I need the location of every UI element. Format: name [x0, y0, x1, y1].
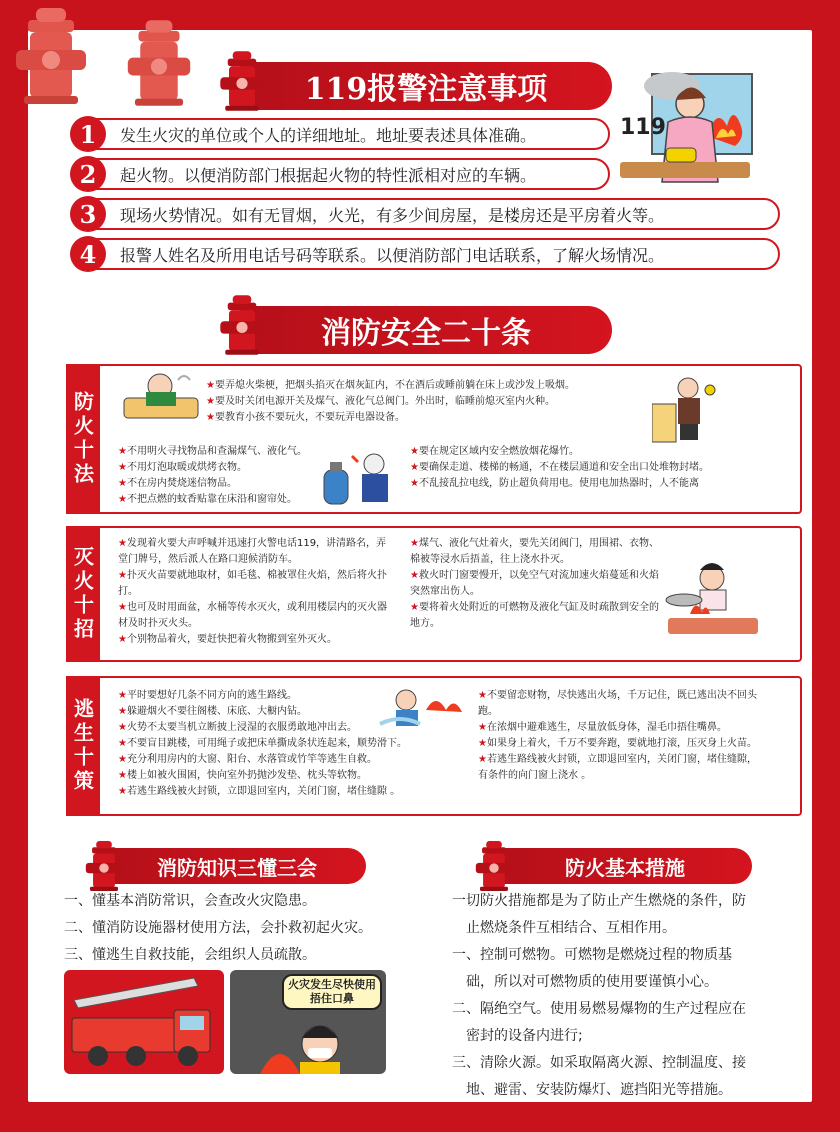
measures-line: 三、清除火源。如采取隔离火源、控制温度、接	[452, 1055, 746, 1071]
measures-line: 础，所以对可燃物质的使用要谨慎小心。	[466, 974, 718, 990]
kitchen-fire-illustration-icon	[660, 560, 766, 640]
hydrant-icon	[218, 50, 266, 112]
measures-line: 止燃烧条件互相结合、互相作用。	[466, 920, 676, 936]
gas-cylinder-illustration-icon	[322, 448, 402, 508]
fire-truck-card	[64, 970, 224, 1074]
rule-item: ★不用灯泡取暖或烘烤衣物。	[118, 462, 247, 473]
prevention-top-rules	[206, 378, 646, 426]
rule-item: ★平时要想好几条不同方向的逃生路线。	[118, 690, 297, 701]
prevention-right-rules	[410, 444, 798, 492]
rule-item: ★要确保走道、楼梯的畅通，不在楼层通道和安全出口处堆物封堵。	[410, 462, 709, 473]
phone-call-illustration-icon	[612, 66, 762, 190]
prevention-left-rules	[118, 444, 328, 508]
knowledge-item: 三、懂逃生自救技能，会组织人员疏散。	[64, 947, 316, 963]
escape-label: 逃生十策	[66, 676, 100, 816]
item-number-badge: 4	[70, 236, 106, 272]
rule-item: ★要在规定区域内安全燃放烟花爆竹。	[410, 446, 579, 457]
extinguish-left-rules	[118, 536, 394, 648]
rule-item: ★要将着火处附近的可燃物及液化气缸及时疏散到安全的地方。	[410, 602, 659, 629]
rule-item: ★不要盲目跳楼，可用绳子或把床单撕成条状连起来，顺势滑下。	[118, 738, 407, 749]
rule-item: ★煤气、液化气灶着火，要先关闭阀门，用围裙、衣物、棉被等浸水后捂盖，往上浇水扑灭。	[410, 538, 659, 565]
rule-item: ★要及时关闭电源开关及煤气、液化气总阀门。外出时，临睡前熄灭室内火种。	[206, 396, 555, 407]
knowledge-title-banner	[108, 848, 366, 884]
hydrant-decoration-icon	[126, 18, 192, 108]
rule-item: ★也可及时用面盆，水桶等传水灭火，或利用楼层内的灭火器材及时扑灭火头。	[118, 602, 387, 629]
alarm-item	[72, 118, 610, 150]
escape-right-rules	[478, 688, 764, 784]
rule-item: ★不乱接乱拉电线，防止超负荷用电。使用电加热器时，人不能离	[410, 478, 699, 489]
hydrant-icon	[84, 840, 124, 892]
electrician-illustration-icon	[652, 374, 716, 444]
alarm-item	[72, 198, 780, 230]
tip-bubble	[282, 974, 382, 1010]
rule-item: ★不用明火寻找物品和查漏煤气、液化气。	[118, 446, 307, 457]
extinguish-right-rules	[410, 536, 660, 632]
escape-illustration-icon	[376, 680, 474, 732]
rule-item: ★若逃生路线被火封锁，立即退回室内，关闭门窗，堵住缝隙，有条件的向门窗上浇水 。	[478, 754, 757, 781]
rule-item: ★发现着火要大声呼喊并迅速打火警电话119，讲清路名，弄堂门牌号，然后派人在路口迎候消防车。	[118, 538, 387, 565]
alarm-item	[72, 158, 610, 190]
measures-title: 防火基本措施	[565, 855, 685, 880]
rule-item: ★在浓烟中避难逃生，尽量放低身体，湿毛巾捂住嘴鼻。	[478, 722, 727, 733]
knowledge-item: 一、懂基本消防常识，会查改火灾隐患。	[64, 893, 316, 909]
rule-item: ★救火时门窗要慢开，以免空气对流加速火焰蔓延和火焰突然窜出伤人。	[410, 570, 659, 597]
rule-item: ★躲避烟火不要往阁楼、床底、大橱内钻。	[118, 706, 307, 717]
measures-title-banner	[498, 848, 752, 884]
rule-item: ★不把点燃的蚊香贴靠在床沿和窗帘处。	[118, 494, 297, 505]
rule-item: ★若逃生路线被火封锁，立即退回室内，关闭门窗，堵住缝隙 。	[118, 786, 401, 797]
rule-item: ★火势不太要当机立断披上浸湿的衣服勇敢地冲出去。	[118, 722, 357, 733]
alarm-item-text: 报警人姓名及所用电话号码等联系。以便消防部门电话联系，了解火场情况。	[120, 245, 665, 265]
alarm-title: 119报警注意事项	[304, 72, 548, 107]
rule-item: ★要教育小孩不要玩火，不要玩弄电器设备。	[206, 412, 405, 423]
measures-line: 一切防火措施都是为了防止产生燃烧的条件，防	[452, 893, 746, 909]
knowledge-list	[64, 888, 444, 969]
smoking-bed-illustration-icon	[120, 368, 202, 424]
rule-item: ★个别物品着火，要赶快把着火物搬到室外灭火。	[118, 634, 337, 645]
rule-item: ★不在房内焚烧迷信物品。	[118, 478, 237, 489]
item-number-badge: 1	[70, 116, 106, 152]
rule-item: ★如果身上着火，千万不要奔跑，要就地打滚，压灭身上火苗。	[478, 738, 757, 749]
fire-truck-icon	[64, 970, 224, 1074]
safety-title-banner	[240, 306, 612, 354]
rule-item: ★充分利用房内的大窗、阳台、水落管或竹竿等逃生自救。	[118, 754, 377, 765]
prevention-label: 防火十法	[66, 364, 100, 514]
measures-line: 一、控制可燃物。可燃物是燃烧过程的物质基	[452, 947, 732, 963]
knowledge-title: 消防知识三懂三会	[157, 855, 317, 880]
item-number-badge: 3	[70, 196, 106, 232]
measures-line: 地、避雷、安装防爆灯、遮挡阳光等措施。	[466, 1082, 732, 1098]
hydrant-icon	[218, 294, 266, 356]
mouth-cover-card	[230, 970, 386, 1074]
extinguish-label: 灭火十招	[66, 526, 100, 662]
tip-bubble-text: 火灾发生尽快使用捂住口鼻	[288, 978, 376, 1005]
alarm-item-text: 发生火灾的单位或个人的详细地址。地址要表述具体准确。	[120, 125, 537, 145]
svg-text:119: 119	[620, 115, 666, 140]
measures-line: 密封的设备内进行;	[466, 1028, 583, 1044]
alarm-title-banner	[240, 62, 612, 110]
cover-mouth-person-icon	[260, 1014, 380, 1074]
safety-title: 消防安全二十条	[321, 316, 531, 351]
alarm-item-text: 现场火势情况。如有无冒烟，火光，有多少间房屋，是楼房还是平房着火等。	[120, 205, 665, 225]
knowledge-item: 二、懂消防设施器材使用方法，会扑救初起火灾。	[64, 920, 372, 936]
measures-line: 二、隔绝空气。使用易燃易爆物的生产过程应在	[452, 1001, 746, 1017]
item-number-badge: 2	[70, 156, 106, 192]
rule-item: ★扑灭火苗要就地取材，如毛毯、棉被罩住火焰，然后将火扑打。	[118, 570, 387, 597]
hydrant-icon	[474, 840, 514, 892]
rule-item: ★楼上如被火围困，快向室外扔抛沙发垫、枕头等软物。	[118, 770, 367, 781]
measures-list	[452, 888, 792, 1104]
alarm-item	[72, 238, 780, 270]
hydrant-decoration-icon	[14, 6, 88, 106]
rule-item: ★不要留恋财物，尽快逃出火场，千万记住，既已逃出决不回头跑。	[478, 690, 757, 717]
rule-item: ★要弄熄火柴梗，把烟头掐灭在烟灰缸内，不在酒后或睡前躺在床上或沙发上吸烟。	[206, 380, 575, 391]
alarm-item-text: 起火物。以便消防部门根据起火物的特性派相对应的车辆。	[120, 165, 537, 185]
